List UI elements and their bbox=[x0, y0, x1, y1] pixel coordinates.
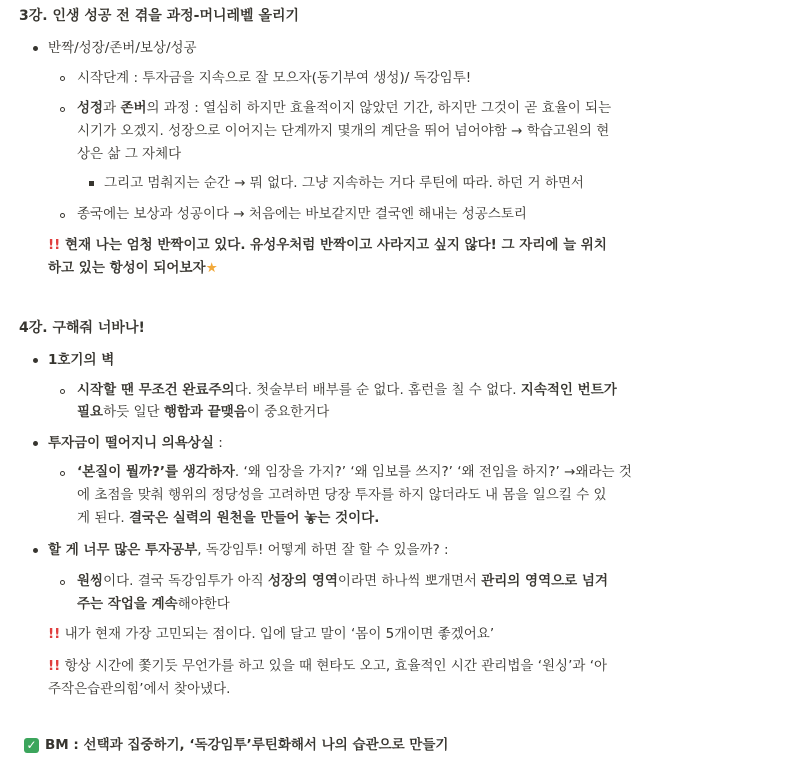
section4-bullet3 bbox=[48, 540, 449, 560]
text: . ‘왜 임장을 가지?’ ‘왜 임보를 쓰지?’ ‘왜 전임을 하지?’ →왜라는 것 bbox=[234, 464, 632, 480]
text: 게 된다. bbox=[77, 510, 129, 526]
bullet-disc bbox=[33, 46, 38, 51]
section3-subsub1: 그리고 멈춰지는 순간 → 뭐 없다. 그냥 지속하는 거다 루틴에 따라. 하던 거 하면서 bbox=[104, 175, 584, 191]
section3-sub3: 종국에는 보상과 성공이다 → 처음에는 바보같지만 결국엔 해내는 성공스토리 bbox=[77, 206, 527, 222]
section4-bullet1: 1호기의 벽 bbox=[48, 352, 115, 368]
section3-sub2-line2: 시기가 오겠지. 성장으로 이어지는 단계까지 몇개의 계단을 뛰어 넘어야함 → 학습고원의 현 bbox=[77, 123, 610, 139]
section4-warning1 bbox=[48, 624, 494, 644]
bullet-disc bbox=[33, 358, 38, 363]
text: 항상 시간에 쫓기듯 무언가를 하고 있을 때 현타도 오고, 효율적인 시간 관리법을 ‘원싱’과 ‘아 bbox=[60, 658, 608, 674]
bold-text: 투자금이 떨어지니 의욕상실 bbox=[48, 435, 214, 451]
text: 다. 첫술부터 배부를 순 없다. 홈런을 칠 수 없다. bbox=[234, 382, 521, 398]
text: 이 중요한거다 bbox=[246, 404, 330, 420]
section4-b3s1-line2 bbox=[77, 594, 230, 614]
section3-warning-line2 bbox=[48, 258, 218, 278]
bullet-circle bbox=[60, 580, 65, 585]
text: 내가 현재 가장 고민되는 점이다. 입에 달고 말이 ‘몸이 5개이면 좋겠어요’ bbox=[60, 626, 495, 642]
bold-text: 관리의 영역으로 넘겨 bbox=[481, 573, 608, 589]
section4-bullet2 bbox=[48, 433, 223, 453]
text: 하고 있는 항성이 되어보자 bbox=[48, 260, 206, 276]
section4-heading: 4강. 구해줘 너바나! bbox=[19, 320, 145, 336]
bold-text: 주는 작업을 계속 bbox=[77, 596, 178, 612]
bullet-circle bbox=[60, 107, 65, 112]
bold-text: ‘본질이 뭘까?’를 생각하자 bbox=[77, 464, 235, 480]
bold-text: 원씽 bbox=[77, 573, 104, 589]
bullet-circle bbox=[60, 213, 65, 218]
section4-b2s1-line3 bbox=[77, 508, 379, 528]
section4-b3s1-line1 bbox=[77, 571, 608, 591]
star-icon: ★ bbox=[205, 260, 218, 276]
text: 해야한다 bbox=[177, 596, 230, 612]
bold-text: 성장의 영역 bbox=[268, 573, 338, 589]
section3-sub1: 시작단계 : 투자금을 지속으로 잘 모으자(동기부여 생성)/ 독강임투! bbox=[77, 70, 472, 86]
double-exclamation-icon: !! bbox=[48, 626, 61, 642]
section4-b2s1-line2: 에 초점을 맞춰 행위의 정당성을 고려하면 당장 투자를 하지 않더라도 내 몸을 일으킬 수 있 bbox=[77, 487, 607, 503]
section3-warning-line1 bbox=[48, 235, 607, 255]
section3-sub2-line1 bbox=[77, 98, 611, 118]
section3-heading: 3강. 인생 성공 전 겪을 과정-머니레벨 올리기 bbox=[19, 8, 300, 24]
text: , 독강임투! 어떻게 하면 잘 할 수 있을까? : bbox=[197, 542, 449, 558]
text: 과 bbox=[103, 100, 121, 116]
double-exclamation-icon: !! bbox=[48, 237, 61, 253]
bullet-square bbox=[89, 181, 94, 186]
text: 의 과정 : 열심히 하지만 효율적이지 않았던 기간, 하지만 그것이 곧 효율이 되는 bbox=[146, 100, 612, 116]
bullet-circle bbox=[60, 389, 65, 394]
text: 하듯 일단 bbox=[103, 404, 164, 420]
text: 이다. 결국 독강임투가 아직 bbox=[103, 573, 269, 589]
bullet-disc bbox=[33, 548, 38, 553]
double-exclamation-icon: !! bbox=[48, 658, 61, 674]
section3-bullet1: 반짝/성장/존버/보상/성공 bbox=[48, 40, 197, 56]
section4-b1s1-line1 bbox=[77, 380, 617, 400]
bold-text: 행함과 끝맺음 bbox=[163, 404, 247, 420]
text: 현재 나는 엄청 반짝이고 있다. 유성우처럼 반짝이고 사라지고 싶지 않다! 그 자리에 늘 위치 bbox=[60, 237, 607, 253]
bold-text: 존버 bbox=[120, 100, 147, 116]
bullet-circle bbox=[60, 471, 65, 476]
bold-text: 필요 bbox=[77, 404, 104, 420]
bold-text: 지속적인 번트가 bbox=[520, 382, 617, 398]
section4-warning2-line1 bbox=[48, 656, 607, 676]
bold-text: 결국은 실력의 원천을 만들어 놓는 것이다. bbox=[129, 510, 380, 526]
text: 이라면 하나씩 뽀개면서 bbox=[337, 573, 482, 589]
section3-sub2-line3: 상은 삶 그 자체다 bbox=[77, 146, 182, 162]
text: : bbox=[213, 435, 223, 451]
bold-text: 시작할 땐 무조건 완료주의 bbox=[77, 382, 235, 398]
bold-text: 할 게 너무 많은 투자공부 bbox=[48, 542, 198, 558]
bullet-disc bbox=[33, 441, 38, 446]
checkmark-icon: ✓ bbox=[24, 738, 39, 753]
bm-line: BM : 선택과 집중하기, ‘독강임투’루틴화해서 나의 습관으로 만들기 bbox=[45, 737, 449, 753]
section4-b1s1-line2 bbox=[77, 402, 329, 422]
section4-warning2-line2: 주작은습관의힘’에서 찾아냈다. bbox=[48, 681, 231, 697]
section4-b2s1-line1 bbox=[77, 462, 632, 482]
bullet-circle bbox=[60, 76, 65, 81]
bold-text: 성정 bbox=[77, 100, 104, 116]
